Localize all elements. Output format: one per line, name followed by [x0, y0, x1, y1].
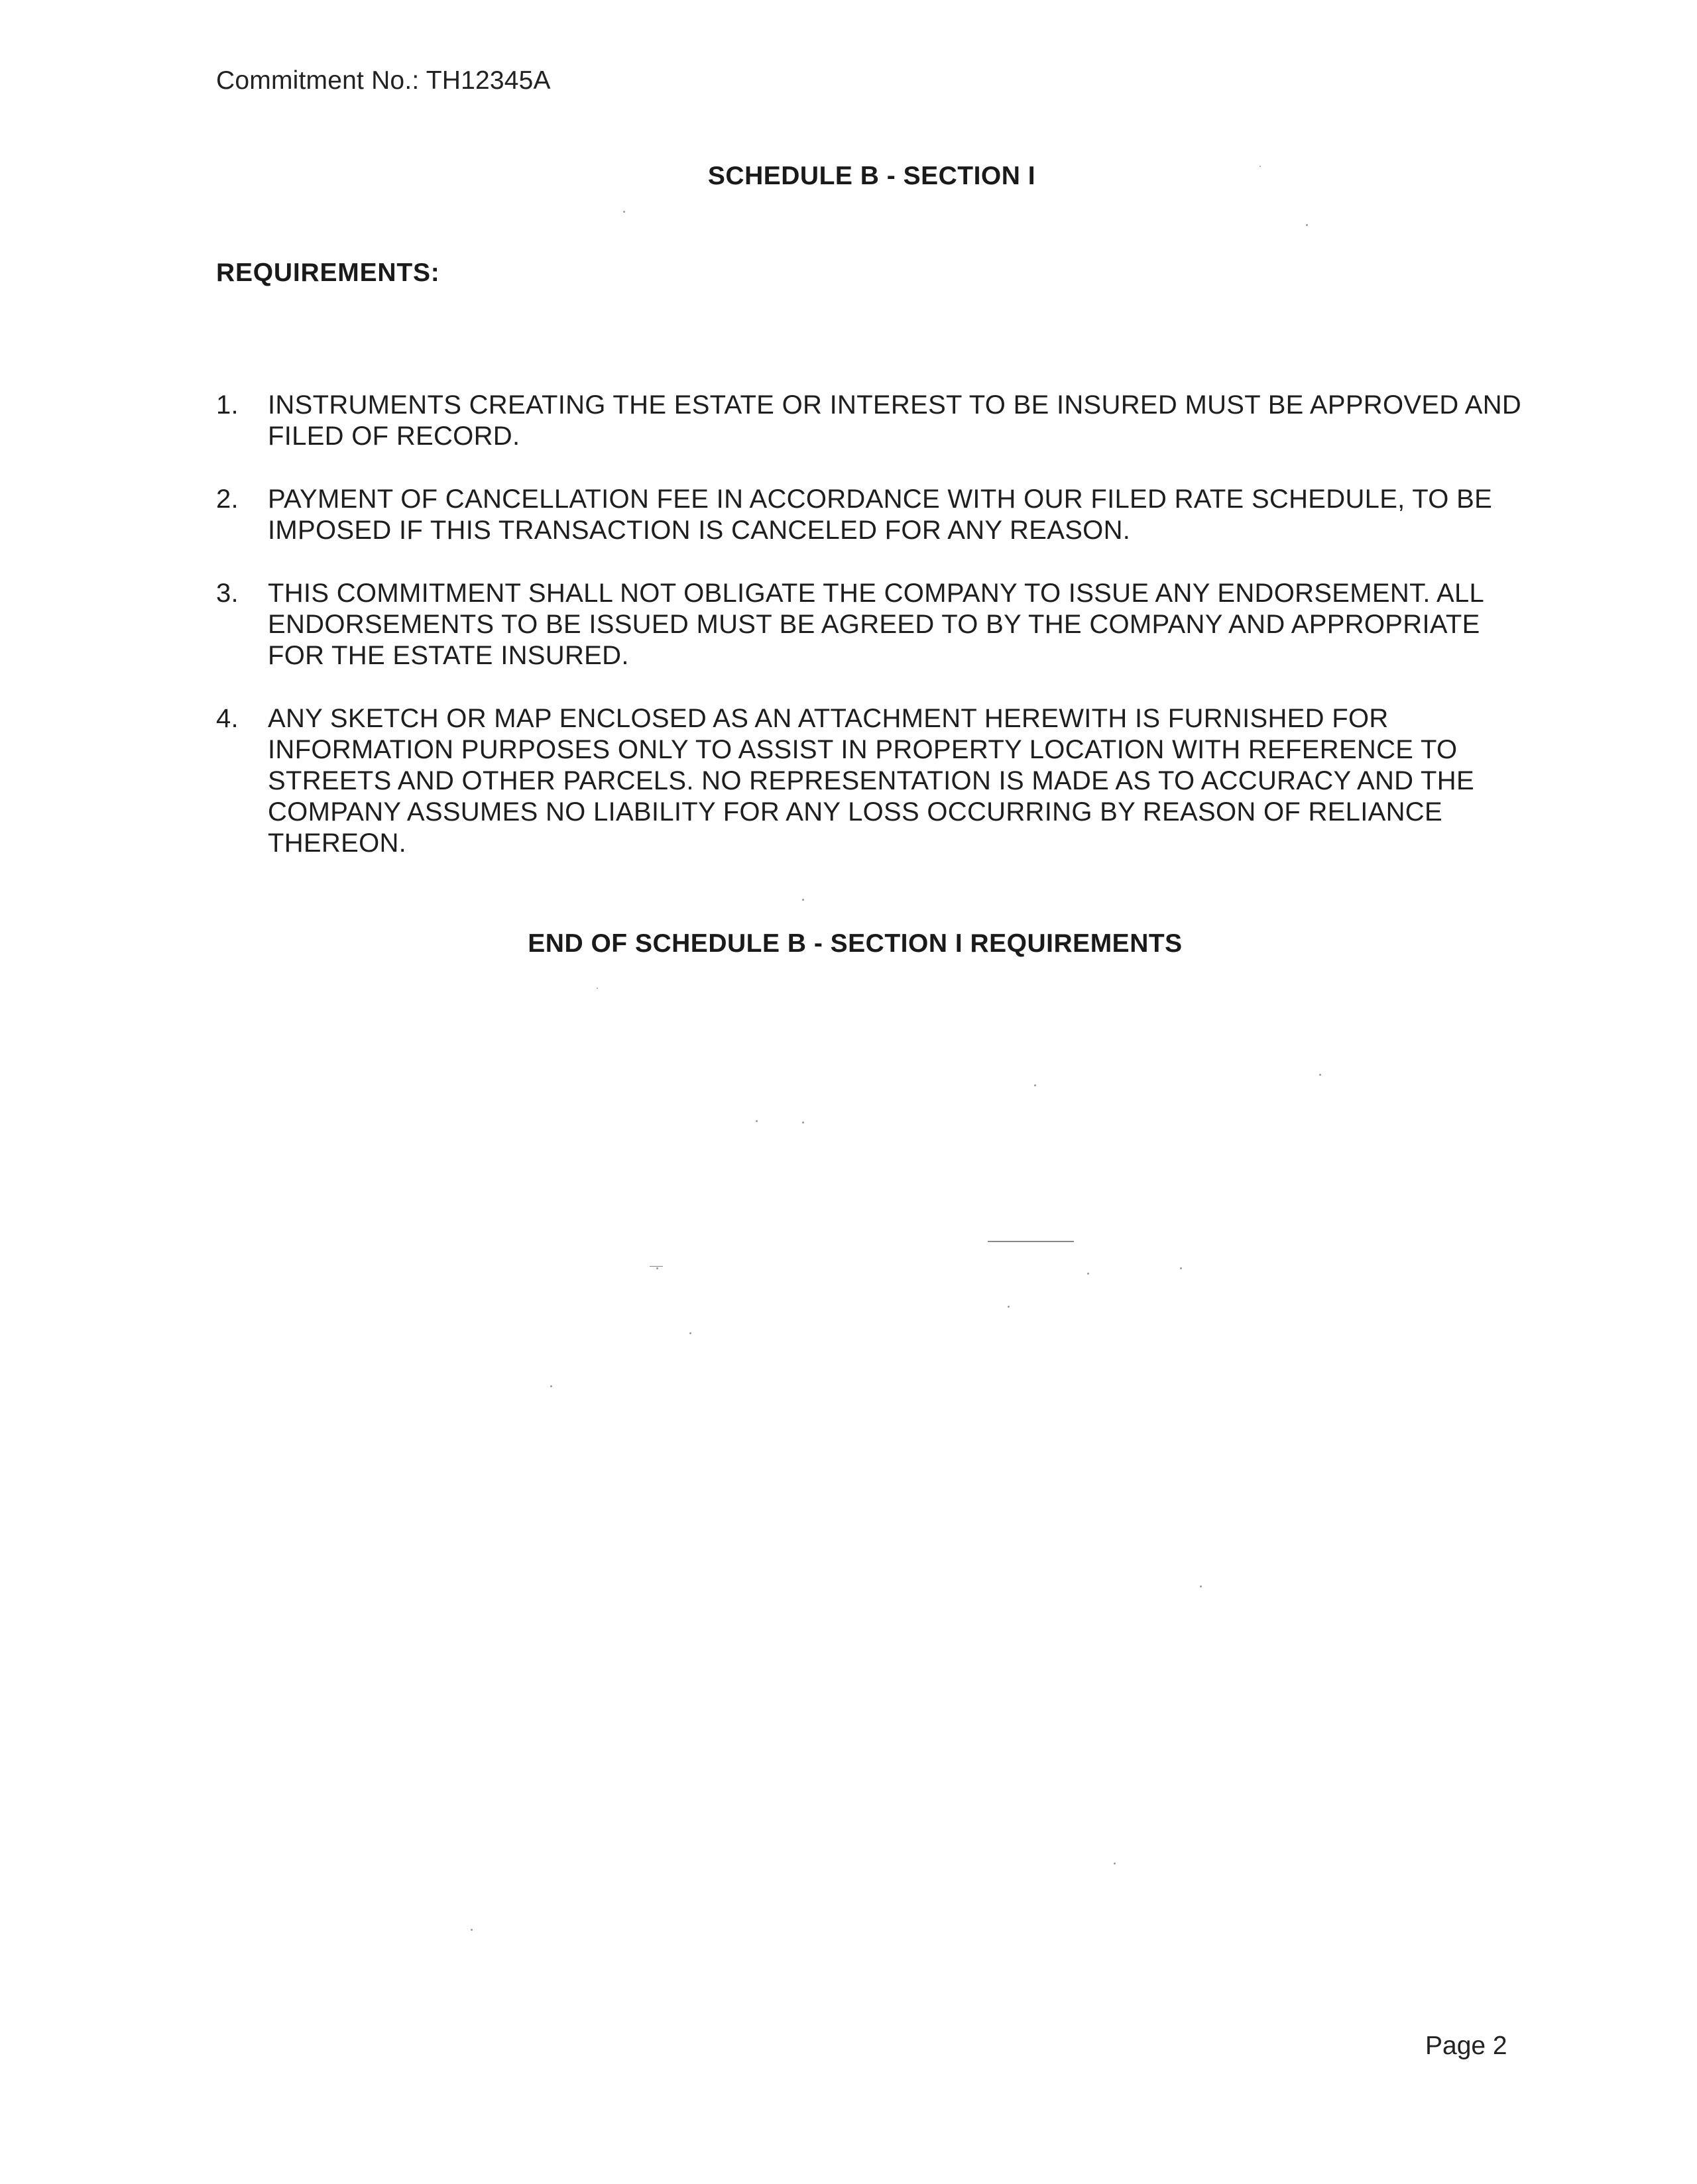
scan-speck: [1034, 1084, 1036, 1086]
scan-speck: [550, 1385, 552, 1387]
requirements-list: [216, 390, 1529, 891]
scan-speck: [802, 1121, 804, 1123]
scan-speck: [756, 1120, 758, 1122]
requirement-number: 4.: [216, 704, 239, 733]
scan-speck: [1114, 1863, 1116, 1865]
requirement-item-1: [216, 390, 1529, 452]
requirement-text: ANY SKETCH OR MAP ENCLOSED AS AN ATTACHMENT HEREWITH IS FURNISHED FOR INFORMATION PURPOSES ONLY TO ASSIST IN PROPERTY LOCATION WITH REFERENCE TO STREETS AND OTHER PARCELS. NO REPRESENTATION IS MADE AS TO ACCURACY AND THE COMPANY ASSUMES NO LIABILITY FOR ANY LOSS OCCURRING BY REASON OF RELIANCE THEREON.: [268, 704, 1474, 858]
scan-speck: [1306, 224, 1308, 226]
scan-speck: [1008, 1306, 1010, 1308]
requirement-number: 1.: [216, 390, 239, 420]
requirement-text: THIS COMMITMENT SHALL NOT OBLIGATE THE COMPANY TO ISSUE ANY ENDORSEMENT. ALL ENDORSEMENTS TO BE ISSUED MUST BE AGREED TO BY THE COMPANY AND APPROPRIATE FOR THE ESTATE INSURED.: [268, 579, 1484, 670]
scan-speck: [802, 899, 804, 901]
end-of-section-title: END OF SCHEDULE B - SECTION I REQUIREMENTS: [528, 929, 1183, 958]
requirement-item-2: [216, 484, 1529, 546]
scan-artifact-line: [988, 1241, 1074, 1242]
scan-artifact-line: [650, 1266, 663, 1267]
scan-speck: [1200, 1585, 1202, 1587]
scan-speck: [1319, 1074, 1321, 1076]
scan-speck: [656, 1267, 658, 1269]
commitment-number: Commitment No.: TH12345A: [216, 66, 551, 95]
scan-speck: [1087, 1273, 1089, 1275]
scan-speck: [1180, 1267, 1182, 1269]
requirement-number: 2.: [216, 485, 239, 514]
schedule-title: SCHEDULE B - SECTION I: [707, 162, 1036, 190]
page-number: Page 2: [1425, 2032, 1507, 2060]
scan-speck: [597, 988, 598, 989]
requirement-text: PAYMENT OF CANCELLATION FEE IN ACCORDANCE WITH OUR FILED RATE SCHEDULE, TO BE IMPOSED IF THIS TRANSACTION IS CANCELED FOR ANY REASON.: [268, 485, 1493, 545]
scan-speck: [1259, 166, 1261, 167]
scan-speck: [689, 1332, 691, 1334]
requirement-item-3: [216, 578, 1529, 671]
scan-speck: [623, 211, 625, 213]
requirement-number: 3.: [216, 579, 239, 608]
requirements-heading: REQUIREMENTS:: [216, 259, 440, 287]
scan-speck: [471, 1929, 473, 1931]
requirement-text: INSTRUMENTS CREATING THE ESTATE OR INTEREST TO BE INSURED MUST BE APPROVED AND FILED OF RECORD.: [268, 390, 1522, 451]
requirement-item-4: [216, 703, 1529, 859]
